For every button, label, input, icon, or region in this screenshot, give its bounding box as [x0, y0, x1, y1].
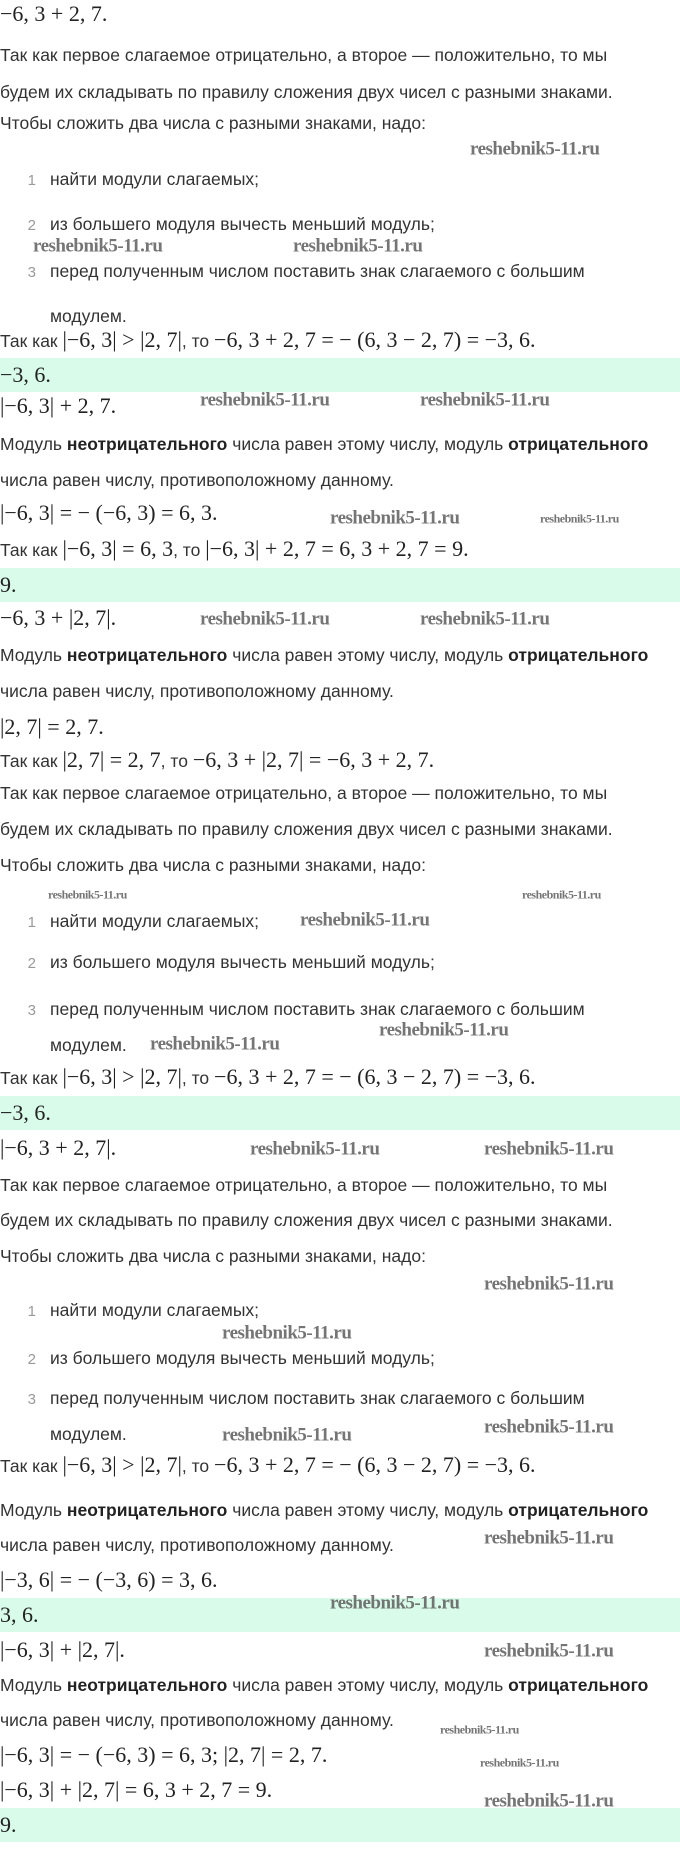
text-segment: числа равен этому числу, модуль — [227, 1674, 509, 1695]
text-segment: перед полученным числом поставить знак слагаемого с большим — [50, 998, 585, 1019]
text-segment: числа равен этому числу, модуль — [227, 644, 509, 665]
text-segment: будем их складывать по правилу сложения двух чисел с разными знаками. — [0, 1209, 613, 1230]
text-line — [0, 681, 680, 701]
list-number: 2 — [27, 216, 36, 234]
answer-value: 9. — [0, 571, 17, 597]
text-segment: Так как первое слагаемое отрицательно, а второе — положительно, то мы — [0, 44, 608, 65]
text-line — [0, 1210, 680, 1230]
math-segment: |−6, 3| + |2, 7|. — [0, 1636, 125, 1662]
math-expression — [0, 1741, 680, 1770]
math-segment: |2, 7| = 2, 7 — [62, 746, 161, 772]
text-segment: Так как — [0, 539, 63, 560]
text-segment: Так как — [0, 1455, 63, 1476]
text-segment: числа равен этому числу, модуль — [227, 433, 509, 454]
list-number: 2 — [27, 954, 36, 972]
math-expression — [0, 2, 680, 26]
text-line — [0, 783, 680, 803]
text-line — [0, 819, 680, 839]
watermark: reshebnik5-11.ru — [522, 887, 601, 902]
text-segment: числа равен числу, противоположному данному. — [0, 469, 394, 490]
math-segment: |−6, 3| > |2, 7| — [62, 1063, 182, 1089]
bold-text: отрицательного — [508, 1674, 649, 1695]
math-expression — [0, 394, 680, 418]
text-line — [0, 645, 680, 665]
text-segment: будем их складывать по правилу сложения двух чисел с разными знаками. — [0, 818, 613, 839]
text-segment: , то — [181, 1455, 215, 1476]
watermark: reshebnik5-11.ru — [33, 235, 163, 257]
text-line — [0, 328, 680, 352]
watermark: reshebnik5-11.ru — [250, 1138, 380, 1160]
math-segment: |2, 7| = 2, 7. — [0, 713, 104, 739]
answer-value: −3, 6. — [0, 1099, 51, 1125]
text-segment: , то — [173, 539, 206, 560]
text-segment: модулем. — [50, 305, 127, 326]
math-segment: −6, 3 + |2, 7|. — [0, 604, 117, 630]
text-segment: Так как — [0, 750, 63, 771]
text-line — [0, 1246, 680, 1266]
answer-box — [0, 1808, 680, 1842]
text-line — [0, 855, 680, 875]
list-number: 2 — [27, 1350, 36, 1368]
list-number: 1 — [27, 913, 36, 931]
text-segment: , то — [181, 1067, 215, 1088]
text-line — [0, 1453, 680, 1477]
text-segment: Так как — [0, 1067, 63, 1088]
text-segment: числа равен числу, противоположному данному. — [0, 680, 394, 701]
text-line — [0, 306, 680, 326]
list-item — [0, 1348, 680, 1368]
math-segment: −6, 3 + 2, 7 = − (6, 3 − 2, 7) = −3, 6. — [214, 1063, 536, 1089]
watermark: reshebnik5-11.ru — [420, 608, 550, 630]
text-segment: Модуль — [0, 433, 67, 454]
bold-text: неотрицательного — [66, 644, 228, 665]
text-segment: будем их складывать по правилу сложения двух чисел с разными знаками. — [0, 81, 613, 102]
text-segment: , то — [181, 330, 215, 351]
watermark: reshebnik5-11.ru — [330, 507, 460, 529]
watermark: reshebnik5-11.ru — [48, 887, 127, 902]
text-segment: найти модули слагаемых; — [50, 168, 260, 189]
text-segment: из большего модуля вычесть меньший модуль; — [50, 1347, 435, 1368]
text-segment: числа равен этому числу, модуль — [227, 1499, 509, 1520]
list-item — [0, 261, 680, 281]
text-segment: модулем. — [50, 1423, 127, 1444]
watermark: reshebnik5-11.ru — [379, 1019, 509, 1041]
text-line — [0, 748, 680, 772]
math-expression — [0, 715, 680, 739]
text-segment: Так как первое слагаемое отрицательно, а второе — положительно, то мы — [0, 1174, 608, 1195]
watermark: reshebnik5-11.ru — [300, 909, 430, 931]
math-segment: |−6, 3 + 2, 7|. — [0, 1134, 117, 1160]
math-segment: |−6, 3| + 2, 7 = 6, 3 + 2, 7 = 9. — [205, 535, 469, 561]
bold-text: неотрицательного — [66, 1674, 228, 1695]
bold-text: отрицательного — [508, 1499, 649, 1520]
watermark: reshebnik5-11.ru — [484, 1790, 614, 1812]
bold-text: неотрицательного — [66, 433, 228, 454]
watermark: reshebnik5-11.ru — [330, 1592, 460, 1614]
math-segment: |−6, 3| = 6, 3 — [62, 535, 174, 561]
list-item — [0, 999, 680, 1019]
math-segment: −6, 3 + 2, 7. — [0, 0, 108, 26]
text-segment: Чтобы сложить два числа с разными знаками, надо: — [0, 854, 426, 875]
text-line — [0, 1710, 680, 1730]
text-segment: из большего модуля вычесть меньший модуль; — [50, 213, 435, 234]
list-item — [0, 1300, 680, 1320]
math-expression — [0, 606, 680, 630]
watermark: reshebnik5-11.ru — [200, 608, 330, 630]
text-segment: Чтобы сложить два числа с разными знаками, надо: — [0, 1245, 426, 1266]
bold-text: отрицательного — [508, 644, 649, 665]
bold-text: неотрицательного — [66, 1499, 228, 1520]
math-segment: |−6, 3| > |2, 7| — [62, 326, 182, 352]
text-line — [0, 1675, 680, 1695]
answer-box — [0, 358, 680, 392]
answer-value: 9. — [0, 1811, 17, 1837]
text-segment: Модуль — [0, 1499, 67, 1520]
math-segment: −6, 3 + |2, 7| = −6, 3 + 2, 7. — [192, 746, 435, 772]
text-segment: модулем. — [50, 1034, 127, 1055]
list-number: 1 — [27, 171, 36, 189]
text-segment: Так как первое слагаемое отрицательно, а второе — положительно, то мы — [0, 782, 608, 803]
text-line — [0, 82, 680, 102]
text-segment: Модуль — [0, 1674, 67, 1695]
text-segment: числа равен числу, противоположному данному. — [0, 1534, 394, 1555]
math-segment: −6, 3 + 2, 7 = − (6, 3 − 2, 7) = −3, 6. — [214, 1451, 536, 1477]
text-segment: , то — [160, 750, 193, 771]
list-number: 3 — [27, 1001, 36, 1019]
answer-box — [0, 568, 680, 602]
watermark: reshebnik5-11.ru — [222, 1322, 352, 1344]
list-item — [0, 1388, 680, 1408]
list-item — [0, 214, 680, 234]
watermark: reshebnik5-11.ru — [293, 235, 423, 257]
watermark: reshebnik5-11.ru — [484, 1640, 614, 1662]
text-line — [0, 1035, 680, 1055]
text-segment: из большего модуля вычесть меньший модуль; — [50, 951, 435, 972]
math-segment: |−3, 6| = − (−3, 6) = 3, 6. — [0, 1566, 218, 1592]
bold-text: отрицательного — [508, 433, 649, 454]
list-item — [0, 169, 680, 189]
watermark: reshebnik5-11.ru — [420, 389, 550, 411]
text-segment: Чтобы сложить два числа с разными знаками, надо: — [0, 112, 426, 133]
text-line — [0, 45, 680, 65]
answer-box — [0, 1096, 680, 1130]
math-segment: |−6, 3| = − (−6, 3) = 6, 3. — [0, 499, 218, 525]
math-segment: −6, 3 + 2, 7 = − (6, 3 − 2, 7) = −3, 6. — [214, 326, 536, 352]
text-line — [0, 470, 680, 490]
text-segment: числа равен числу, противоположному данному. — [0, 1709, 394, 1730]
answer-value: 3, 6. — [0, 1601, 39, 1627]
text-segment: найти модули слагаемых; — [50, 910, 260, 931]
list-item — [0, 952, 680, 972]
math-segment: |−6, 3| = − (−6, 3) = 6, 3; |2, 7| = 2, 7. — [0, 1741, 328, 1767]
math-segment: |−6, 3| + |2, 7| = 6, 3 + 2, 7 = 9. — [0, 1776, 273, 1802]
watermark: reshebnik5-11.ru — [440, 1722, 519, 1737]
text-line — [0, 1500, 680, 1520]
list-number: 3 — [27, 263, 36, 281]
text-segment: перед полученным числом поставить знак слагаемого с большим — [50, 1387, 585, 1408]
math-segment: |−6, 3| + 2, 7. — [0, 392, 117, 418]
watermark: reshebnik5-11.ru — [484, 1416, 614, 1438]
watermark: reshebnik5-11.ru — [540, 511, 619, 526]
answer-value: −3, 6. — [0, 361, 51, 387]
text-line — [0, 1065, 680, 1089]
watermark: reshebnik5-11.ru — [200, 389, 330, 411]
text-segment: Модуль — [0, 644, 67, 665]
watermark: reshebnik5-11.ru — [484, 1527, 614, 1549]
watermark: reshebnik5-11.ru — [470, 138, 600, 160]
text-segment: найти модули слагаемых; — [50, 1299, 260, 1320]
text-line — [0, 434, 680, 454]
list-number: 3 — [27, 1390, 36, 1408]
text-line — [0, 537, 680, 561]
text-segment: перед полученным числом поставить знак слагаемого с большим — [50, 260, 585, 281]
watermark: reshebnik5-11.ru — [484, 1273, 614, 1295]
text-segment: Так как — [0, 330, 63, 351]
math-segment: |−6, 3| > |2, 7| — [62, 1451, 182, 1477]
math-expression — [0, 1568, 680, 1592]
watermark: reshebnik5-11.ru — [150, 1033, 280, 1055]
text-line — [0, 113, 680, 133]
watermark: reshebnik5-11.ru — [480, 1755, 559, 1770]
watermark: reshebnik5-11.ru — [222, 1424, 352, 1446]
text-line — [0, 1175, 680, 1195]
watermark: reshebnik5-11.ru — [484, 1138, 614, 1160]
list-number: 1 — [27, 1302, 36, 1320]
